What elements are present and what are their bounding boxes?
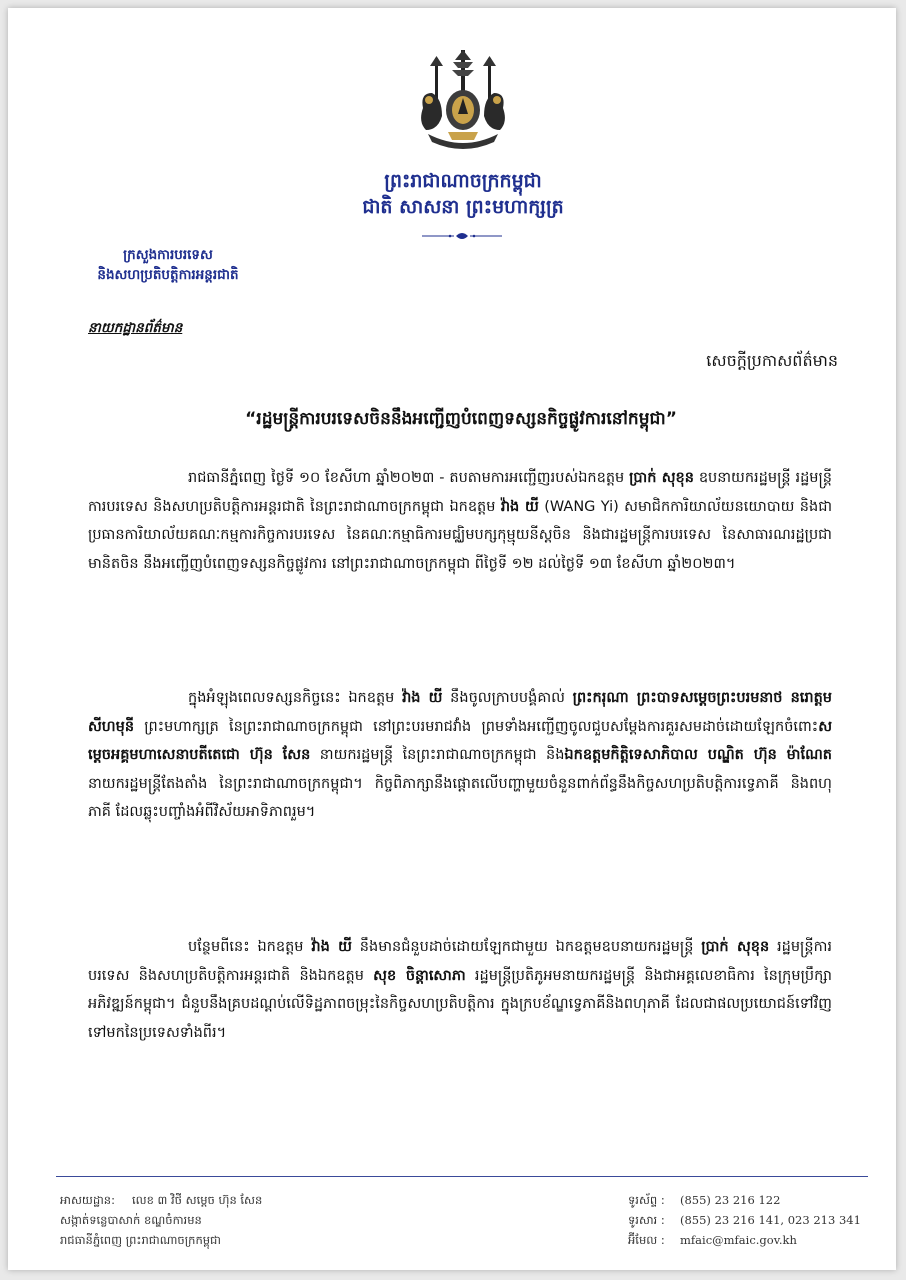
department-name: នាយកដ្ឋានព័ត៌មាន [88, 320, 183, 336]
ministry-name [48, 245, 288, 285]
name-hun-manet: ឯកឧត្តមកិត្តិទេសាភិបាល បណ្ឌិត ហ៊ុន ម៉ាណែត [564, 747, 832, 763]
fax-label: ទូរសារ : [628, 1213, 665, 1227]
text-segment: (WANG Yi) សមាជិកការិយាល័យនយោបាយ និងជាប្រធានការិយាល័យគណៈកម្មការកិច្ចការបរទេស នៃគណៈកម្មាធិការមជ្ឈិមបក្សកុម្មុយនីស្តចិន និងជារដ្ឋមន្ត្រីការបរទេស នៃសាធារណរដ្ឋប្រជាមានិតចិន នឹងអញ្ជើញបំពេញទស្សនកិច្ចផ្លូវការ នៅព្រះរាជាណាចក្រកម្ពុជា ពីថ្ងៃទី ១២ ដល់ថ្ងៃទី ១៣ ខែសីហា ឆ្នាំ២០២៣។ [88, 498, 832, 572]
name-sok-chenda-sophea: សុខ ចិន្តាសោភា [373, 967, 466, 984]
phone-label: ទូរស័ព្ទ : [628, 1193, 665, 1207]
royal-arms-emblem-icon [408, 48, 518, 156]
name-wang-yi: វ៉ាង យី [402, 690, 443, 706]
ministry-line-2: និងសហប្រតិបត្តិការអន្តរជាតិ [97, 267, 239, 283]
kingdom-name: ព្រះរាជាណាចក្រកម្ពុជា [384, 170, 542, 192]
phone-number: (855) 23 216 122 [680, 1193, 781, 1207]
footer-contacts [628, 1190, 861, 1250]
text-segment: នឹងមានជំនួបដាច់ដោយឡែកជាមួយ ឯកឧត្តមឧបនាយករដ្ឋមន្ត្រី [351, 939, 702, 955]
ministry-line-1: ក្រសួងការបរទេស [123, 247, 213, 263]
text-segment: ព្រះមហាក្សត្រ នៃព្រះរាជាណាចក្រកម្ពុជា នៅព្រះបរមរាជវាំង ព្រមទាំងអញ្ជើញចូលជួបសម្តែងការគួរសមដាច់ដោយឡែកចំពោះ [134, 718, 819, 735]
fax-number: (855) 23 216 141, 023 213 341 [680, 1213, 861, 1227]
email-label: អ៊ីមែល : [628, 1233, 665, 1247]
text-segment: បន្ថែមពីនេះ ឯកឧត្តម [188, 939, 312, 955]
text-segment: ក្នុងអំឡុងពេលទស្សនកិច្ចនេះ ឯកឧត្តម [188, 690, 403, 706]
text-segment: នាយករដ្ឋមន្ត្រីតែងតាំង នៃព្រះរាជាណាចក្រកម្ពុជា។ កិច្ចពិភាក្សានឹងផ្តោតលើបញ្ហាមួយចំនួនពាក់ព័ន្ធនឹងកិច្ចសហប្រតិបត្តិការទ្វេភាគី និងពហុភាគី ដែលឆ្លុះបញ្ចាំងអំពីវិស័យអាទិភាពរួម។ [88, 775, 832, 820]
name-king: ព្រះករុណា ព្រះបាទសម្តេចព្រះបរមនាថ នរោត្តម សីហមុនី [88, 690, 833, 735]
text-segment: រាជធានីភ្នំពេញ ថ្ងៃទី ១០ ខែសីហា ឆ្នាំ២០២៣ - តបតាមការអញ្ជើញរបស់ឯកឧត្តម [188, 470, 630, 486]
name-wang-yi: វ៉ាង យី [500, 498, 539, 515]
name-prak-sokhonn: ប្រាក់ សុខុន [701, 939, 770, 955]
address-line-3: រាជធានីភ្នំពេញ ព្រះរាជាណាចក្រកម្ពុជា [60, 1233, 221, 1247]
address-line-2: សង្កាត់ទន្លេបាសាក់ ខណ្ឌចំការមន [60, 1213, 202, 1227]
paragraph-3 [88, 933, 832, 1047]
text-segment: រដ្ឋមន្ត្រីការបរទេស និងសហប្រតិបត្តិការអន្តរជាតិ និងឯកឧត្តម [88, 939, 832, 984]
address-line-1: លេខ ៣ វិថី សម្តេច ហ៊ុន សែន [132, 1193, 263, 1207]
text-segment: ឧបនាយករដ្ឋមន្ត្រី រដ្ឋមន្ត្រីការបរទេស និងសហប្រតិបត្តិការអន្តរជាតិ នៃព្រះរាជាណាចក្រកម្ពុជា ឯកឧត្តម [88, 470, 832, 515]
footer-address [60, 1190, 262, 1250]
paragraph-1 [88, 464, 832, 578]
document-page [8, 8, 896, 1270]
kingdom-heading [308, 168, 618, 220]
email-link[interactable]: mfaic@mfaic.gov.kh [680, 1233, 797, 1247]
text-segment: នាយករដ្ឋមន្ត្រី នៃព្រះរាជាណាចក្រកម្ពុជា និង [310, 747, 565, 763]
press-release-title: សេចក្តីប្រកាសព័ត៌មាន [706, 351, 838, 370]
national-motto: ជាតិ សាសនា ព្រះមហាក្សត្រ [362, 196, 564, 218]
paragraph-2 [88, 684, 832, 827]
text-segment: រដ្ឋមន្ត្រីប្រតិភូអមនាយករដ្ឋមន្ត្រី និងជាអគ្គលេខាធិការ នៃក្រុមប្រឹក្សាអភិវឌ្ឍន៍កម្ពុជា។ ជំនួបនឹងគ្របដណ្តប់លើទិដ្ឋភាពចម្រុះនៃកិច្ចសហប្រតិបត្តិការ ក្នុងក្របខ័ណ្ឌទ្វេភាគីនិងពហុភាគី ដែលជាផលប្រយោជន៍ទៅវិញទៅមកនៃប្រទេសទាំងពីរ។ [88, 967, 832, 1041]
address-label: អាសយដ្ឋាន: [60, 1193, 115, 1207]
name-prak-sokhonn: ប្រាក់ សុខុន [629, 470, 694, 486]
footer-divider [56, 1176, 868, 1177]
divider-ornament-icon [420, 230, 504, 242]
name-hun-sen: សម្តេចអគ្គមហាសេនាបតីតេជោ ហ៊ុន សែន [88, 718, 832, 763]
text-segment: នឹងចូលក្រាបបង្គំគាល់ [442, 690, 573, 706]
name-wang-yi: វ៉ាង យី [311, 939, 352, 955]
headline: “រដ្ឋមន្ត្រីការបរទេសចិននឹងអញ្ជើញបំពេញទស្សនកិច្ចផ្លូវការនៅកម្ពុជា” [245, 409, 677, 429]
